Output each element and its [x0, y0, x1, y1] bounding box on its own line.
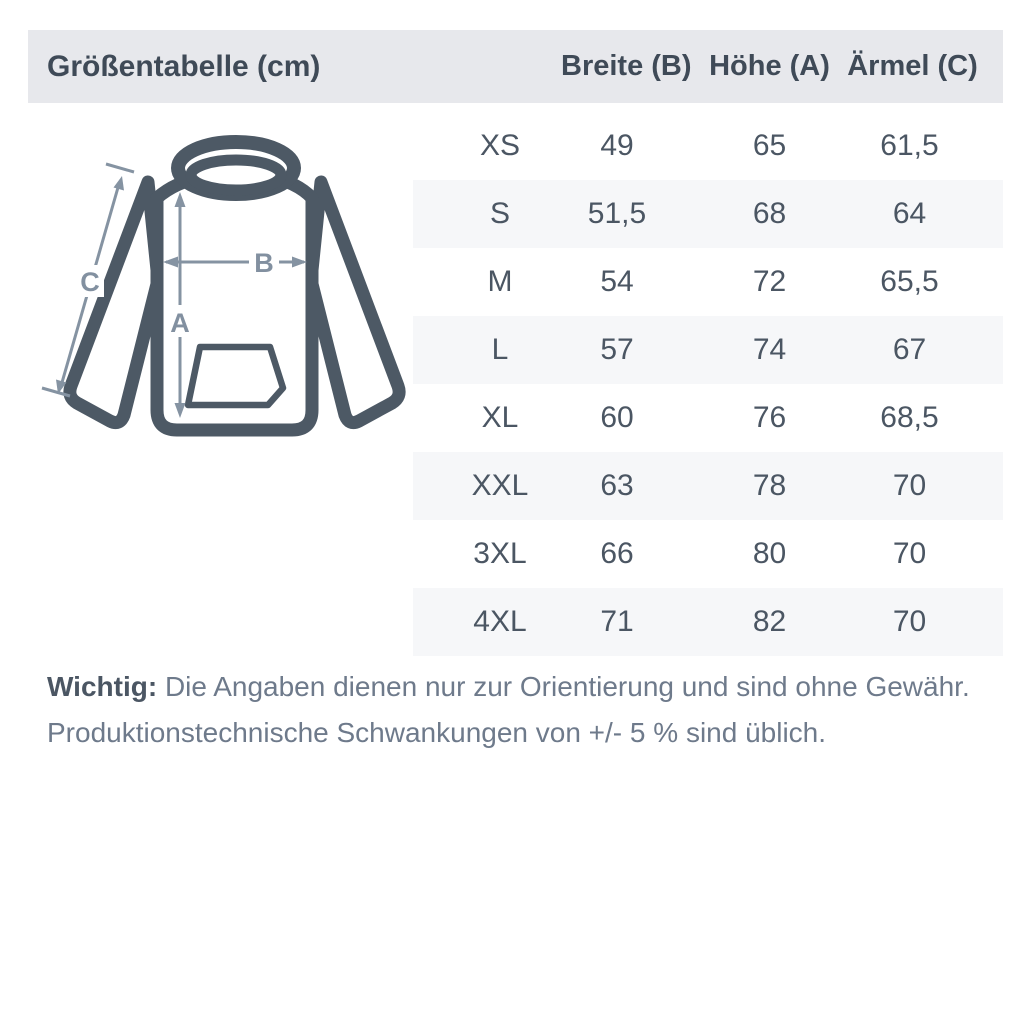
hoodie-illustration — [40, 120, 410, 450]
measurement-value: 61,5 — [880, 129, 939, 162]
measurement-value: 49 — [600, 129, 634, 162]
measurement-value: 80 — [752, 537, 787, 570]
table-row — [413, 384, 1003, 452]
size-label: M — [487, 265, 513, 298]
hoodie-diagram — [40, 120, 410, 450]
measurement-value: 64 — [892, 197, 927, 230]
size-label: 4XL — [473, 605, 527, 638]
measurement-value: 70 — [892, 605, 927, 638]
measurement-value: 67 — [892, 333, 927, 366]
table-row — [413, 452, 1003, 520]
hoodie-pocket — [188, 347, 283, 405]
size-label: 3XL — [473, 537, 527, 570]
note-prefix: Wichtig: — [47, 671, 158, 702]
measurement-value: 68 — [752, 197, 787, 230]
measurement-value: 66 — [600, 537, 634, 570]
size-label: XS — [479, 129, 521, 162]
size-label: S — [489, 197, 510, 230]
table-row — [413, 248, 1003, 316]
note-line2: Produktionstechnische Schwankungen von +/- 5 % sind üblich. — [47, 717, 827, 748]
measurement-value: 76 — [752, 401, 787, 434]
measurement-value: 72 — [752, 265, 787, 298]
size-label: XL — [481, 401, 519, 434]
dimension-label-a: A — [170, 308, 190, 338]
size-label: XXL — [471, 469, 529, 502]
table-row — [413, 520, 1003, 588]
measurement-value: 78 — [752, 469, 787, 502]
measurement-value: 60 — [600, 401, 634, 434]
measurement-value: 74 — [752, 333, 787, 366]
size-chart-header — [28, 30, 1003, 103]
measurement-value: 65 — [752, 129, 787, 162]
column-header-breite: Breite (B) — [561, 50, 692, 82]
measurement-value: 82 — [752, 605, 787, 638]
column-header-hoehe: Höhe (A) — [709, 50, 830, 82]
dimension-label-c: C — [80, 267, 100, 297]
measurement-value: 57 — [600, 333, 634, 366]
measurement-value: 65,5 — [880, 265, 939, 298]
measurement-value: 71 — [600, 605, 634, 638]
left-sleeve — [70, 182, 158, 423]
page-title: Größentabelle (cm) — [47, 49, 321, 83]
disclaimer-note — [47, 664, 977, 756]
table-row — [413, 112, 1003, 180]
measurement-value: 51,5 — [587, 197, 647, 230]
size-table-body — [413, 112, 1003, 656]
table-row — [413, 180, 1003, 248]
measurement-value: 68,5 — [880, 401, 939, 434]
column-header-aermel: Ärmel (C) — [847, 50, 978, 82]
arrowhead-c-top — [114, 176, 125, 191]
measurement-value: 63 — [600, 469, 634, 502]
size-label: L — [491, 333, 509, 366]
dimension-label-b: B — [254, 248, 274, 278]
table-row — [413, 588, 1003, 656]
measurement-value: 70 — [892, 469, 927, 502]
hoodie-hood — [178, 142, 294, 194]
measurement-value: 54 — [600, 265, 634, 298]
right-sleeve — [311, 182, 399, 423]
table-row — [413, 316, 1003, 384]
note-line1: Die Angaben dienen nur zur Orientierung und sind ohne Gewähr. — [164, 671, 970, 702]
measurement-value: 70 — [892, 537, 927, 570]
